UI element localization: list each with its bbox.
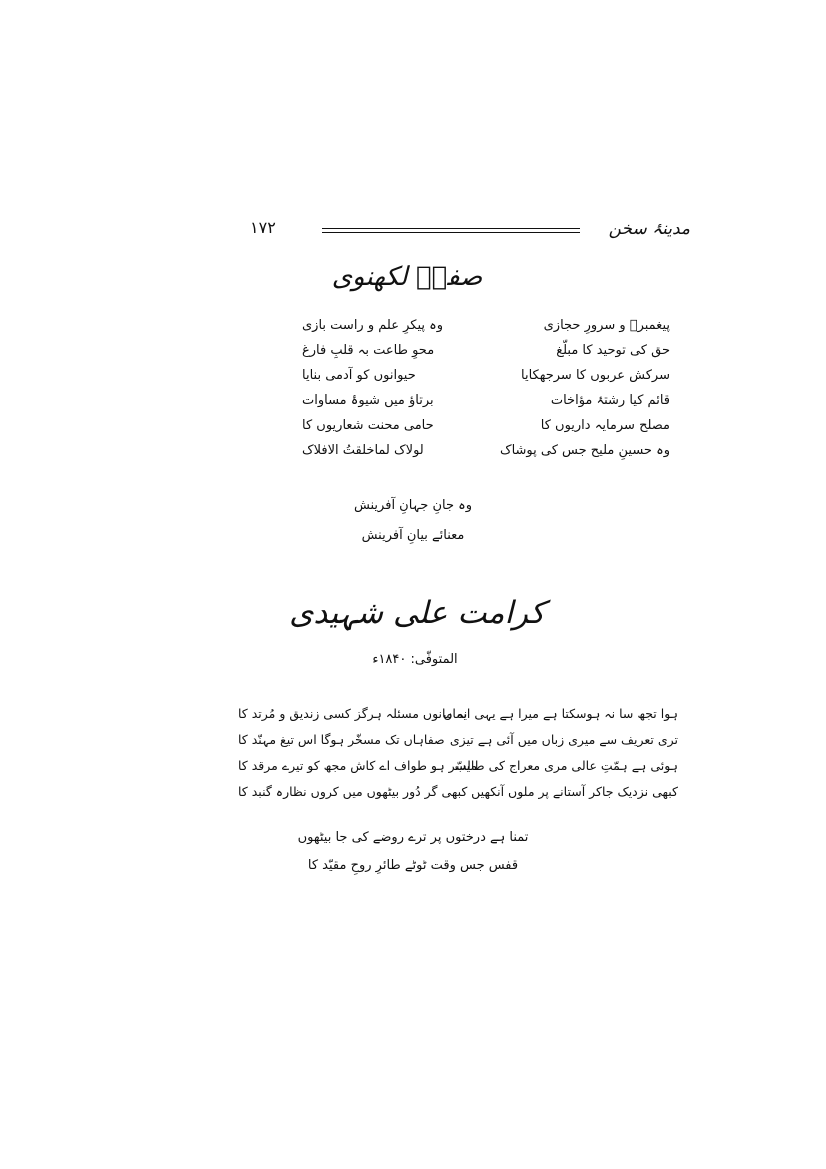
verse-line: سرکش عربوں کا سرجھکایا <box>521 368 670 383</box>
verse-line: حق کی توحید کا مبلّغ <box>556 343 670 358</box>
verse-line: لولاک لماخلقتُ الافلاک <box>302 443 424 458</box>
verse-line: میسّر ہو طواف اے کاش مجھ کو تیرے مرقد کا <box>238 758 478 773</box>
verse-line: ہوا تجھ سا نہ ہوسکتا ہے میرا ہے یہی ایماں <box>443 706 678 721</box>
couplet <box>290 318 670 343</box>
couplet <box>238 758 678 784</box>
verse-line: قائم کیا رشتۂ مؤاخات <box>550 393 670 408</box>
death-date: المتوفّی: ۱۸۴۰ء <box>372 652 458 667</box>
verse-line: حیوانوں کو آدمی بنایا <box>302 368 416 383</box>
verse-line: ہوئی ہے ہمّتِ عالی مری معراج کی طالب <box>454 758 678 773</box>
couplet <box>290 443 670 468</box>
closing-verse-line: تمنا ہے درختوں پر ترے روضے کی جا بیٹھوں <box>297 830 529 845</box>
header-rule <box>322 232 580 233</box>
couplet <box>290 368 670 393</box>
verse-line: کبھی نزدیک جاکر آستانے پر ملوں آنکھیں <box>471 784 678 799</box>
couplet <box>238 732 678 758</box>
closing-verse-line: وہ جانِ جہانِ آفرینش <box>353 498 473 513</box>
poem-stanza <box>290 318 670 468</box>
header-rule <box>322 228 580 229</box>
poet-title: صفیؔ لکھنوی <box>331 262 483 292</box>
page-header <box>250 218 690 248</box>
verse-line: وہ حسینِ ملیح جس کی پوشاک <box>499 443 670 458</box>
running-head: مدینۂ سخن <box>608 219 690 239</box>
verse-line: برتاؤ میں شیوۂ مساوات <box>302 393 434 408</box>
couplet <box>290 418 670 443</box>
closing-verse-line: معنائے بیانِ آفرینش <box>361 528 465 543</box>
couplet <box>290 343 670 368</box>
couplet <box>238 784 678 810</box>
couplet <box>238 706 678 732</box>
verse-line: نہ مانوں مسئلہ ہرگز کسی زندیق و مُرتد کا <box>238 706 468 721</box>
poem-stanza <box>238 706 678 810</box>
verse-line: محوِ طاعت بہ قلبِ فارغ <box>302 343 435 358</box>
page-number: ۱۷۲ <box>250 218 276 237</box>
verse-line: صفاہاں تک مسخّر ہوگا اس تیغ مہنّد کا <box>238 732 445 747</box>
verse-line: حامی محنت شعاریوں کا <box>302 418 434 433</box>
verse-line: کبھی گر دُور بیٹھوں میں کروں نظارہ گنبد کا <box>238 784 468 799</box>
closing-verse-line: قفس جس وقت ٹوٹے طائرِ روحِ مقیّد کا <box>307 858 519 873</box>
poet-title: کرامت علی شہیدی <box>289 595 545 631</box>
verse-line: پیغمبرؐ و سرورِ حجازی <box>543 318 670 333</box>
couplet <box>290 393 670 418</box>
verse-line: تری تعریف سے میری زباں میں آئی ہے تیزی <box>449 732 678 747</box>
verse-line: وہ پیکرِ علم و راست بازی <box>302 318 444 333</box>
verse-line: مصلح سرمایہ داریوں کا <box>540 418 670 433</box>
